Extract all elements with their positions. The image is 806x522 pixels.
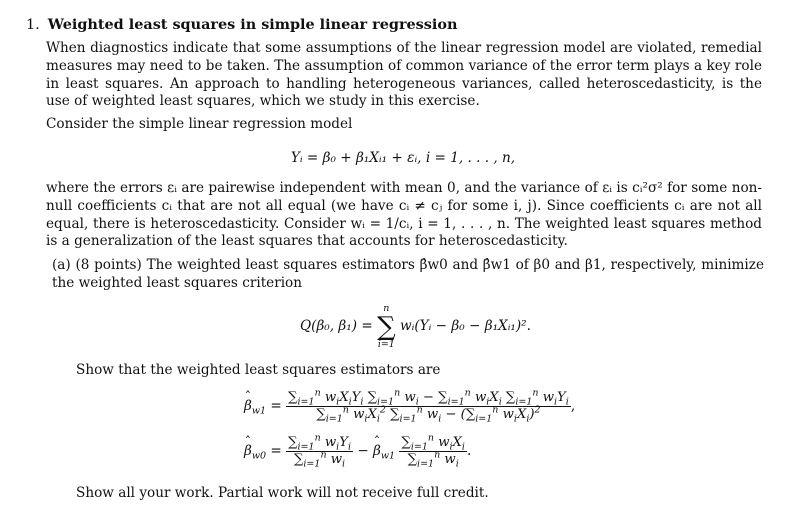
- bw0-fraction-1: $\frac{\sum_{i=1}^n w_iY_i}{\sum_{i=1}^n w_i}$: [288, 432, 351, 470]
- problem-heading: [26, 16, 457, 35]
- problem-number: 1.: [26, 17, 40, 33]
- estimator-bw0: ˆ $\beta_{w0}$ = $\frac{\sum_{i=1}^n w_iY_i}{\sum_{i=1}^n w_i}$ − ˆ $\beta_{w1}$ $\frac{\sum_{i=1}^n w_iX_i}{\sum_{i=1}^n w_i}$ .: [244, 435, 471, 468]
- beta-w1-hat: ˆ β: [244, 398, 252, 416]
- model-equation: Yᵢ = β₀ + β₁Xᵢ₁ + εᵢ, i = 1, . . . , n,: [290, 150, 516, 166]
- summation-symbol: n ∑ i=1: [377, 303, 396, 350]
- criterion-equation: [300, 303, 531, 351]
- intro-paragraph: [46, 40, 762, 111]
- part-a-intro: [52, 257, 764, 293]
- beta-w0-hat: ˆ β: [244, 443, 252, 461]
- consider-text: Consider the simple linear regression model: [46, 116, 353, 132]
- errors-paragraph: [46, 180, 762, 251]
- estimator-bw1: ˆ $\beta_{w1}$ = $\frac{\sum_{i=1}^n w_iX_iY_i \sum_{i=1}^n w_i - \sum_{i=1}^n w_iX_i \sum_{i=1}^n w_iY_i}{\sum_{i=1}^n w_iX_i^2 \sum_{i=1}^n w_i - (\sum_{i=1}^n w_iX_i)^2}$ ,: [244, 390, 575, 423]
- criterion-body: wᵢ(Yᵢ − β₀ − β₁Xᵢ₁)².: [399, 318, 531, 335]
- errors-text: where the errors εᵢ are pairewise independent with mean 0, and the variance of εᵢ is cᵢ²σ² for some non-null coefficients cᵢ that are not all equal (we have cᵢ ≠ cⱼ for some i, j). Since coefficients cᵢ are not all equal, there is heteroscedasticity. Consider wᵢ = 1/cᵢ, i = 1, . . . , n. The weighted least squares method is a generalization of the least squares that accounts for heteroscedasticity.: [46, 180, 762, 250]
- part-a-text: The weighted least squares estimators β̂w0 and β̂w1 of β0 and β1, respectively, minimize the weighted least squares criterion: [52, 257, 764, 291]
- bw0-fraction-2: $\frac{\sum_{i=1}^n w_iX_i}{\sum_{i=1}^n w_i}$: [401, 432, 465, 470]
- beta-w1-hat-2: ˆ β: [373, 443, 381, 461]
- intro-text: When diagnostics indicate that some assumptions of the linear regression model are violated, remedial measures may need to be taken. The assumption of common variance of the error term plays a key role in least squares. An approach to handling heterogeneous variances, called heteroscedasticity, is the use of weighted least squares, which we study in this exercise.: [46, 40, 762, 110]
- consider-paragraph: [46, 116, 762, 134]
- criterion-lhs: Q(β₀, β₁) =: [300, 318, 373, 335]
- part-a-points: (8 points): [75, 257, 142, 273]
- problem-title: Weighted least squares in simple linear regression: [47, 16, 458, 33]
- footer-text: Show all your work. Partial work will not receive full credit.: [76, 485, 489, 501]
- show-text: Show that the weighted least squares estimators are: [76, 362, 441, 378]
- bw1-fraction: $\frac{\sum_{i=1}^n w_iX_iY_i \sum_{i=1}^n w_i - \sum_{i=1}^n w_iX_i \sum_{i=1}^n w_iY_i}{\sum_{i=1}^n w_iX_i^2 \sum_{i=1}^n w_i - (\sum_{i=1}^n w_iX_i)^2}$: [288, 387, 569, 425]
- part-a-label: (a): [52, 257, 71, 273]
